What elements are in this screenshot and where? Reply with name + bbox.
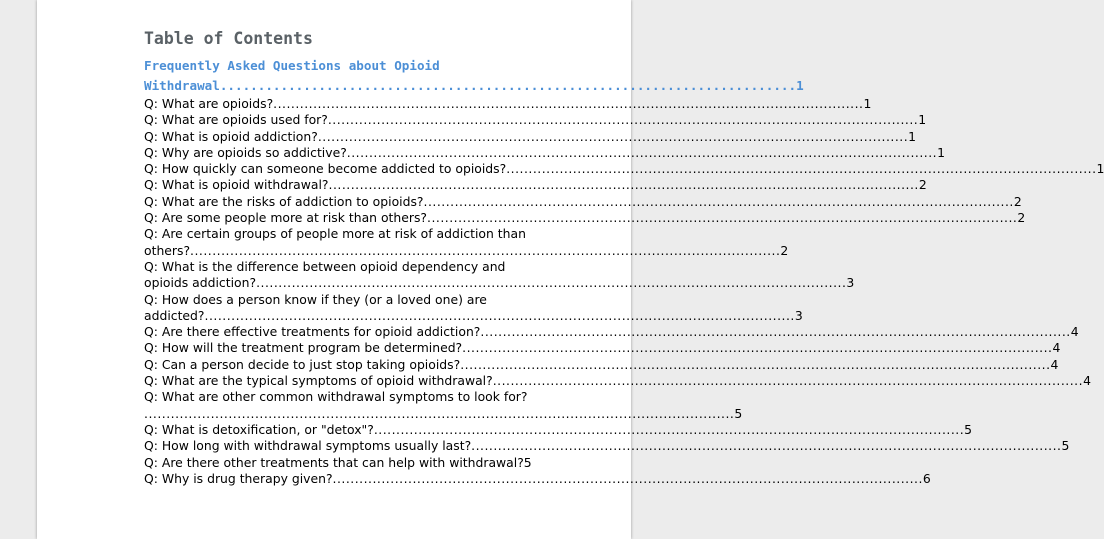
toc-entry[interactable] xyxy=(144,210,1026,226)
toc-entry[interactable] xyxy=(144,340,1061,356)
toc-entry-page: 1 xyxy=(863,96,872,111)
toc-entry[interactable] xyxy=(144,292,523,308)
document-page xyxy=(37,0,1104,539)
toc-entry-page: 3 xyxy=(794,307,803,323)
toc-heading-entry[interactable]: Frequently Asked Questions about Opioid xyxy=(144,58,440,73)
leader-dots xyxy=(328,112,918,128)
toc-entry-page: 5 xyxy=(1061,438,1070,454)
toc-entry-text: Q: What are the typical symptoms of opioid withdrawal? xyxy=(144,373,493,389)
toc-heading-text: Withdrawal xyxy=(144,78,220,93)
leader-dots xyxy=(256,275,846,291)
leader-dots xyxy=(460,357,1050,373)
toc-entry[interactable] xyxy=(144,470,931,487)
toc-entry[interactable] xyxy=(144,144,946,161)
toc-entry-text: Q: What are opioids? xyxy=(144,96,274,111)
toc-entry-text: Q: What is opioid addiction? xyxy=(144,128,318,144)
toc-entry-continued[interactable] xyxy=(144,307,803,324)
leader-dots xyxy=(333,471,923,487)
toc-entry-continued[interactable] xyxy=(144,242,789,259)
toc-entry-text: Q: What are opioids used for? xyxy=(144,112,328,128)
toc-entry-page: 5 xyxy=(734,405,743,421)
toc-heading-entry-continued[interactable] xyxy=(144,78,804,93)
toc-entry-text-continued: addicted? xyxy=(144,307,205,323)
toc-entry-text: Q: How long with withdrawal symptoms usually last? xyxy=(144,438,472,454)
toc-entry-text: Q: Why are opioids so addictive? xyxy=(144,144,347,160)
leader-dots xyxy=(424,194,1014,210)
toc-entry-text: Q: Are certain groups of people more at risk of addiction than xyxy=(144,226,526,242)
toc-entry[interactable] xyxy=(144,454,532,471)
leader-dots xyxy=(374,422,964,438)
toc-entry-text: Q: How quickly can someone become addicted to opioids? xyxy=(144,161,507,177)
toc-entry[interactable] xyxy=(144,128,917,145)
toc-entry-text: Q: How will the treatment program be determined? xyxy=(144,340,463,356)
toc-entry[interactable] xyxy=(144,438,1070,454)
leader-dots xyxy=(347,145,937,161)
toc-entry-text: Q: How does a person know if they (or a loved one) are xyxy=(144,291,487,307)
leader-dots xyxy=(471,438,1061,454)
toc-entry-page: 4 xyxy=(1050,356,1059,372)
toc-entry-page: 1 xyxy=(918,112,927,128)
toc-entry[interactable] xyxy=(144,226,526,242)
toc-entry[interactable] xyxy=(144,259,523,275)
toc-entry-page: 5 xyxy=(964,421,973,437)
toc-entry-page: 2 xyxy=(1017,210,1026,226)
toc-heading-page: 1 xyxy=(796,78,804,93)
toc-entry-page: 4 xyxy=(1070,324,1079,340)
toc-entry-page: 5 xyxy=(523,454,532,470)
leader-dots xyxy=(427,210,1017,226)
leader-dots xyxy=(220,78,796,93)
leader-dots xyxy=(506,161,1096,177)
toc-entry-page: 1 xyxy=(908,128,917,144)
toc-entry-page: 1 xyxy=(937,144,946,160)
toc-entry-page: 4 xyxy=(1052,340,1061,356)
toc-entry-page: 3 xyxy=(846,275,855,291)
leader-dots xyxy=(205,308,795,324)
leader-dots xyxy=(190,243,780,259)
toc-entry-page: 6 xyxy=(922,470,931,486)
toc-title: Table of Contents xyxy=(144,29,313,48)
toc-entry-text: Q: Can a person decide to just stop taking opioids? xyxy=(144,356,461,372)
toc-entry[interactable] xyxy=(144,112,927,128)
toc-entry-page: 1 xyxy=(1096,161,1104,177)
toc-entry[interactable] xyxy=(144,356,1059,373)
toc-entry-text: Q: Are there effective treatments for opioid addiction? xyxy=(144,324,481,340)
toc-entry-text: Q: Are there other treatments that can help with withdrawal? xyxy=(144,454,524,470)
toc-entry[interactable] xyxy=(144,373,1091,389)
toc-entry-continued[interactable] xyxy=(144,405,743,422)
toc-entries xyxy=(144,96,1104,487)
toc-entry-text: Q: Why is drug therapy given? xyxy=(144,470,333,486)
toc-entry-page: 4 xyxy=(1083,373,1091,389)
leader-dots xyxy=(329,177,919,193)
toc-entry[interactable] xyxy=(144,193,1022,210)
toc-entry-page: 2 xyxy=(1013,193,1022,209)
leader-dots xyxy=(318,129,908,145)
leader-dots xyxy=(273,96,863,112)
toc-entry-page: 2 xyxy=(918,177,927,193)
leader-dots xyxy=(493,373,1083,389)
leader-dots xyxy=(462,340,1052,356)
leader-dots xyxy=(144,406,734,422)
toc-entry-text: Q: What are other common withdrawal symptoms to look for? xyxy=(144,389,528,405)
toc-entry-text: Q: What is opioid withdrawal? xyxy=(144,177,329,193)
toc-entry-text: Q: What is the difference between opioid dependency and xyxy=(144,258,506,274)
toc-entry[interactable] xyxy=(144,324,1079,340)
toc-entry-text: Q: Are some people more at risk than others? xyxy=(144,210,427,226)
toc-entry-text: Q: What are the risks of addiction to opioids? xyxy=(144,193,424,209)
leader-dots xyxy=(480,324,1070,340)
toc-entry[interactable] xyxy=(144,96,872,112)
toc-entry[interactable] xyxy=(144,161,1104,177)
toc-entry-page: 2 xyxy=(780,242,789,258)
toc-entry-continued[interactable] xyxy=(144,275,855,291)
toc-entry[interactable] xyxy=(144,177,927,193)
toc-entry-text: Q: What is detoxification, or "detox"? xyxy=(144,421,374,437)
toc-entry-text-continued: opioids addiction? xyxy=(144,275,257,291)
toc-entry-text-continued: others? xyxy=(144,242,191,258)
toc-entry[interactable] xyxy=(144,421,973,438)
toc-entry[interactable] xyxy=(144,389,528,405)
